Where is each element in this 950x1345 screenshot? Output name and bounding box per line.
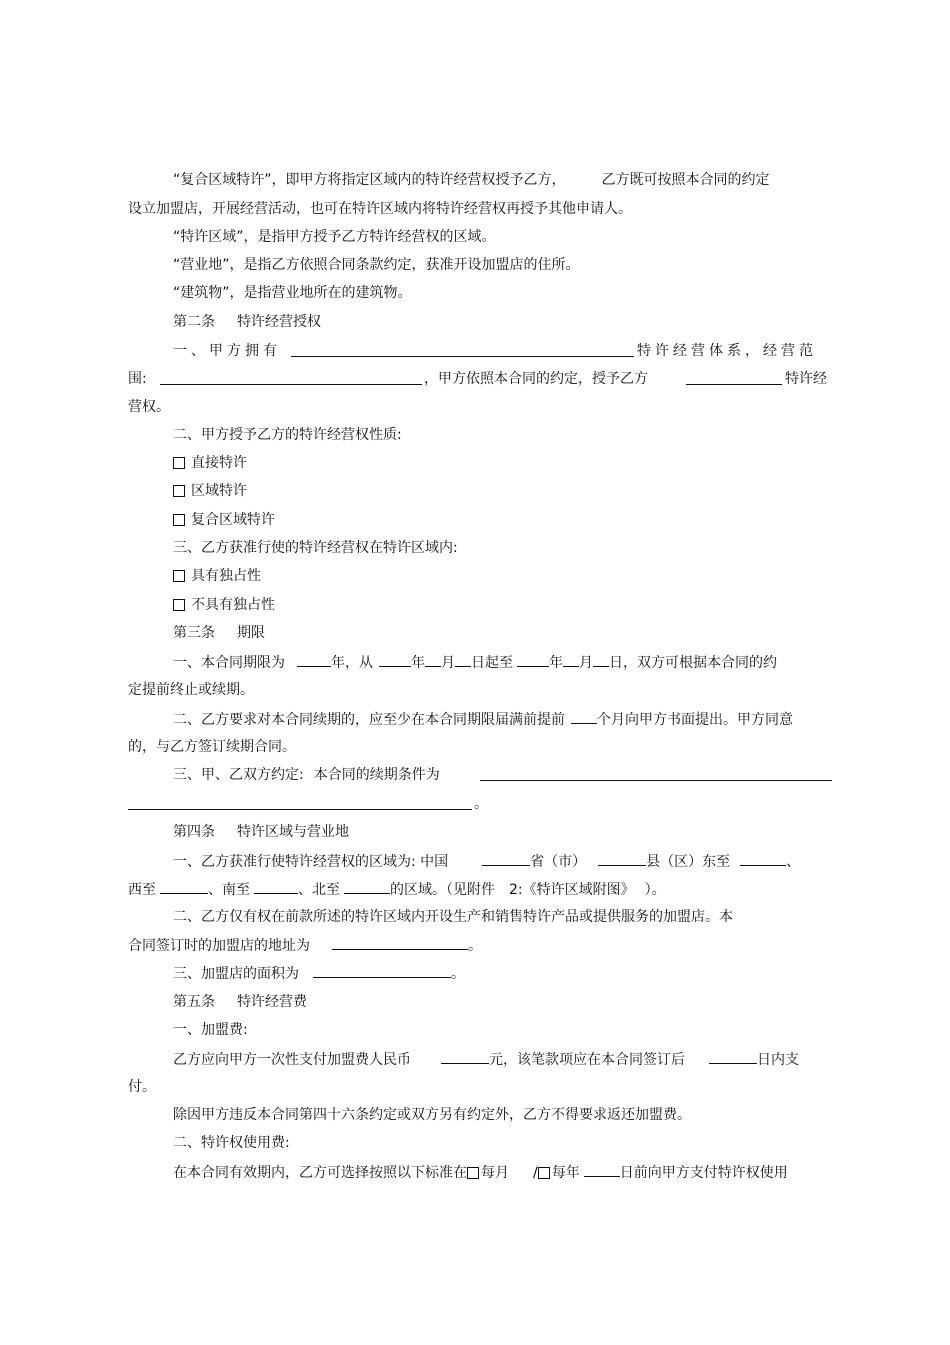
paragraph-premises-definition: “营业地”，是指乙方依照合同条款约定，获准开设加盟店的住所。 (173, 257, 580, 273)
paragraph-composite-definition-cont: 设立加盟店，开展经营活动，也可在特许区域内将特许经营权再授予其他申请人。 (128, 201, 632, 217)
article-4-clause-1-cont: 西至 、南至 、北至 的区域。（见附件 2:《特许区域附图》 ）。 (128, 879, 666, 900)
blank-west-boundary[interactable] (160, 879, 208, 894)
article-2-clause-2: 二、甲方授予乙方的特许经营权性质: (173, 427, 402, 443)
article-4-clause-2-cont: 合同签订时的加盟店的地址为 。 (128, 935, 482, 956)
option-composite-license[interactable]: 复合区域特许 (173, 510, 275, 530)
blank-fee-amount[interactable] (441, 1049, 489, 1064)
blank-renewal-conditions[interactable] (480, 766, 832, 781)
article-2-clause-1: 一、甲方拥有 (173, 343, 281, 359)
checkbox-icon[interactable] (173, 570, 185, 582)
article-3-heading: 第三条 期限 (173, 625, 265, 641)
blank-store-address[interactable] (332, 935, 468, 950)
blank-south-boundary[interactable] (254, 879, 298, 894)
blank-renewal-months[interactable] (571, 709, 597, 724)
blank-east-boundary[interactable] (740, 851, 786, 866)
article-4-heading: 第四条 特许区域与营业地 (173, 824, 349, 840)
blank-term-years[interactable] (297, 652, 331, 667)
option-direct-license[interactable]: 直接特许 (173, 453, 247, 473)
blank-province[interactable] (482, 851, 530, 866)
checkbox-icon[interactable] (173, 457, 185, 469)
blank-business-scope[interactable] (160, 370, 422, 385)
paragraph-region-definition: “特许区域”，是指甲方授予乙方特许经营权的区域。 (173, 229, 496, 245)
article-4-clause-3: 三、加盟店的面积为 。 (173, 963, 465, 984)
article-3-clause-1: 一、本合同期限为 年，从 年 月 日起至 年 月 日，双方可根据本合同的约 (173, 652, 777, 673)
blank-license-name[interactable] (686, 370, 782, 385)
paragraph-composite-definition: “复合区域特许”，即甲方将指定区域内的特许经营权授予乙方， 乙方既可按照本合同的约定 (173, 172, 770, 188)
article-5-clause-2: 二、特许权使用费: (173, 1135, 290, 1151)
franchise-fee-clause: 乙方应向甲方一次性支付加盟费人民币 元，该笔款项应在本合同签订后 日内支 (173, 1049, 799, 1070)
blank-payment-days[interactable] (709, 1049, 757, 1064)
option-region-license[interactable]: 区域特许 (173, 481, 247, 501)
article-3-clause-3: 三、甲、乙双方约定: 本合同的续期条件为 (173, 767, 440, 783)
blank-end-day[interactable] (593, 652, 609, 667)
blank-end-year[interactable] (517, 652, 549, 667)
article-2-heading: 第二条 特许经营授权 (173, 314, 321, 330)
checkbox-icon[interactable] (173, 599, 185, 611)
article-3-clause-1-cont: 定提前终止或续期。 (128, 682, 254, 698)
article-2-clause-1-b: 特许经营体系，经营范 (637, 343, 817, 359)
checkbox-icon[interactable] (173, 485, 185, 497)
article-3-clause-3-end: 。 (474, 796, 488, 812)
article-3-clause-2-cont: 的，与乙方签订续期合同。 (128, 739, 296, 755)
blank-start-day[interactable] (455, 652, 471, 667)
article-2-clause-1-scope-label: 围: (128, 371, 147, 387)
franchise-fee-clause-cont: 付。 (128, 1079, 156, 1095)
checkbox-yearly[interactable] (538, 1167, 550, 1179)
option-exclusive[interactable]: 具有独占性 (173, 566, 261, 586)
blank-renewal-conditions-cont[interactable] (128, 795, 472, 810)
franchise-fee-refund-clause: 除因甲方违反本合同第四十六条约定或双方另有约定外，乙方不得要求返还加盟费。 (173, 1107, 691, 1123)
article-2-clause-1-d: ，甲方依照本合同的约定，授予乙方 (424, 371, 648, 387)
article-5-heading: 第五条 特许经营费 (173, 994, 307, 1010)
blank-payment-day[interactable] (584, 1162, 620, 1177)
blank-start-year[interactable] (379, 652, 411, 667)
blank-store-area[interactable] (313, 963, 451, 978)
article-2-clause-1-e: 特许经 (785, 371, 827, 387)
blank-county[interactable] (598, 851, 646, 866)
article-4-clause-1: 一、乙方获准行使特许经营权的区域为: 中国 省（市） 县（区）东至 、 (173, 851, 800, 872)
blank-system-name[interactable] (291, 342, 634, 357)
article-4-clause-2: 二、乙方仅有权在前款所述的特许区域内开设生产和销售特许产品或提供服务的加盟店。本 (173, 909, 733, 925)
blank-north-boundary[interactable] (344, 879, 390, 894)
article-3-clause-2: 二、乙方要求对本合同续期的，应至少在本合同期限届满前提前 个月向甲方书面提出。甲方同意 (173, 709, 793, 730)
option-non-exclusive[interactable]: 不具有独占性 (173, 595, 275, 615)
blank-end-month[interactable] (563, 652, 579, 667)
article-5-clause-1: 一、加盟费: (173, 1022, 248, 1038)
article-2-clause-3: 三、乙方获准行使的特许经营权在特许区域内: (173, 540, 458, 556)
blank-start-month[interactable] (425, 652, 441, 667)
checkbox-monthly[interactable] (467, 1167, 479, 1179)
paragraph-building-definition: “建筑物”，是指营业地所在的建筑物。 (173, 285, 412, 301)
royalty-clause: 在本合同有效期内，乙方可选择按照以下标准在 每月 / 每年 日前向甲方支付特许权使用 (173, 1162, 788, 1183)
article-2-clause-1-f: 营权。 (128, 399, 170, 415)
checkbox-icon[interactable] (173, 514, 185, 526)
